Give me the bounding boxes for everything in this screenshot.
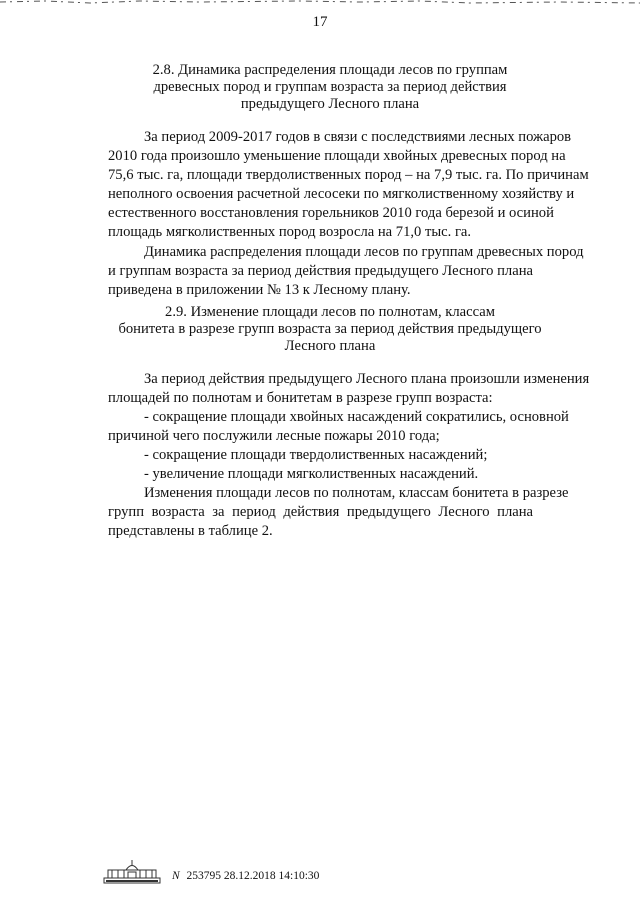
section-2-8-paragraph-1 [108,128,589,242]
footer-registration-text [172,870,319,882]
registration-datetime: 28.12.2018 14:10:30 [223,870,320,882]
text-line: площадей по полнотам и бонитетам в разрезе групп возраста: [108,390,493,406]
text-line: представлены в таблице 2. [108,523,273,539]
section-2-9-title [100,304,560,355]
text-line: За период 2009-2017 годов в связи с последствиями лесных пожаров [144,129,572,145]
text-line: групп возраста за период действия предыдущего Лесного плана [108,504,533,520]
title-line: древесных пород и группам возраста за период действия [153,79,507,95]
number-sign: N [172,870,180,882]
text-line: Динамика распределения площади лесов по группам древесных пород [144,244,584,260]
document-number: 253795 [186,870,222,882]
text-line: естественного восстановления горельников 2010 года березой и осиной [108,205,554,221]
section-2-8-title [100,62,560,113]
title-line: Лесного плана [284,338,376,354]
title-line: предыдущего Лесного плана [240,96,420,112]
text-line: приведена в приложении № 13 к Лесному плану. [108,282,411,298]
government-building-logo-icon [102,858,162,886]
list-item: - сокращение площади хвойных насаждений сократились, основной [144,409,569,425]
list-item: - сокращение площади твердолиственных насаждений; [144,447,488,463]
text-line: Изменения площади лесов по полнотам, классам бонитета в разрезе [144,485,569,501]
text-line: площадь мягколиственных пород возросла на 71,0 тыс. га. [108,224,472,240]
title-line: бонитета в разрезе групп возраста за период действия предыдущего [118,321,542,337]
list-item: - увеличение площади мягколиственных насаждений. [144,466,479,482]
text-line: За период действия предыдущего Лесного плана произошли изменения [144,371,590,387]
registration-footer [102,858,342,888]
section-2-9-body [108,370,590,541]
text-line: и группам возраста за период действия предыдущего Лесного плана [108,263,533,279]
text-line: неполного освоения расчетной лесосеки по мягколиственному хозяйству и [108,186,575,202]
page-number: 17 [312,14,328,30]
text-line: причиной чего послужили лесные пожары 2010 года; [108,428,440,444]
section-2-8-paragraph-2 [108,243,584,300]
text-line: 75,6 тыс. га, площади твердолиственных пород – на 7,9 тыс. га. По причинам [108,167,589,183]
title-line: 2.8. Динамика распределения площади лесов по группам [152,62,508,78]
scan-edge-artifact [0,0,640,10]
title-line: 2.9. Изменение площади лесов по полнотам, классам [165,304,495,320]
text-line: 2010 года произошло уменьшение площади хвойных древесных пород на [108,148,566,164]
